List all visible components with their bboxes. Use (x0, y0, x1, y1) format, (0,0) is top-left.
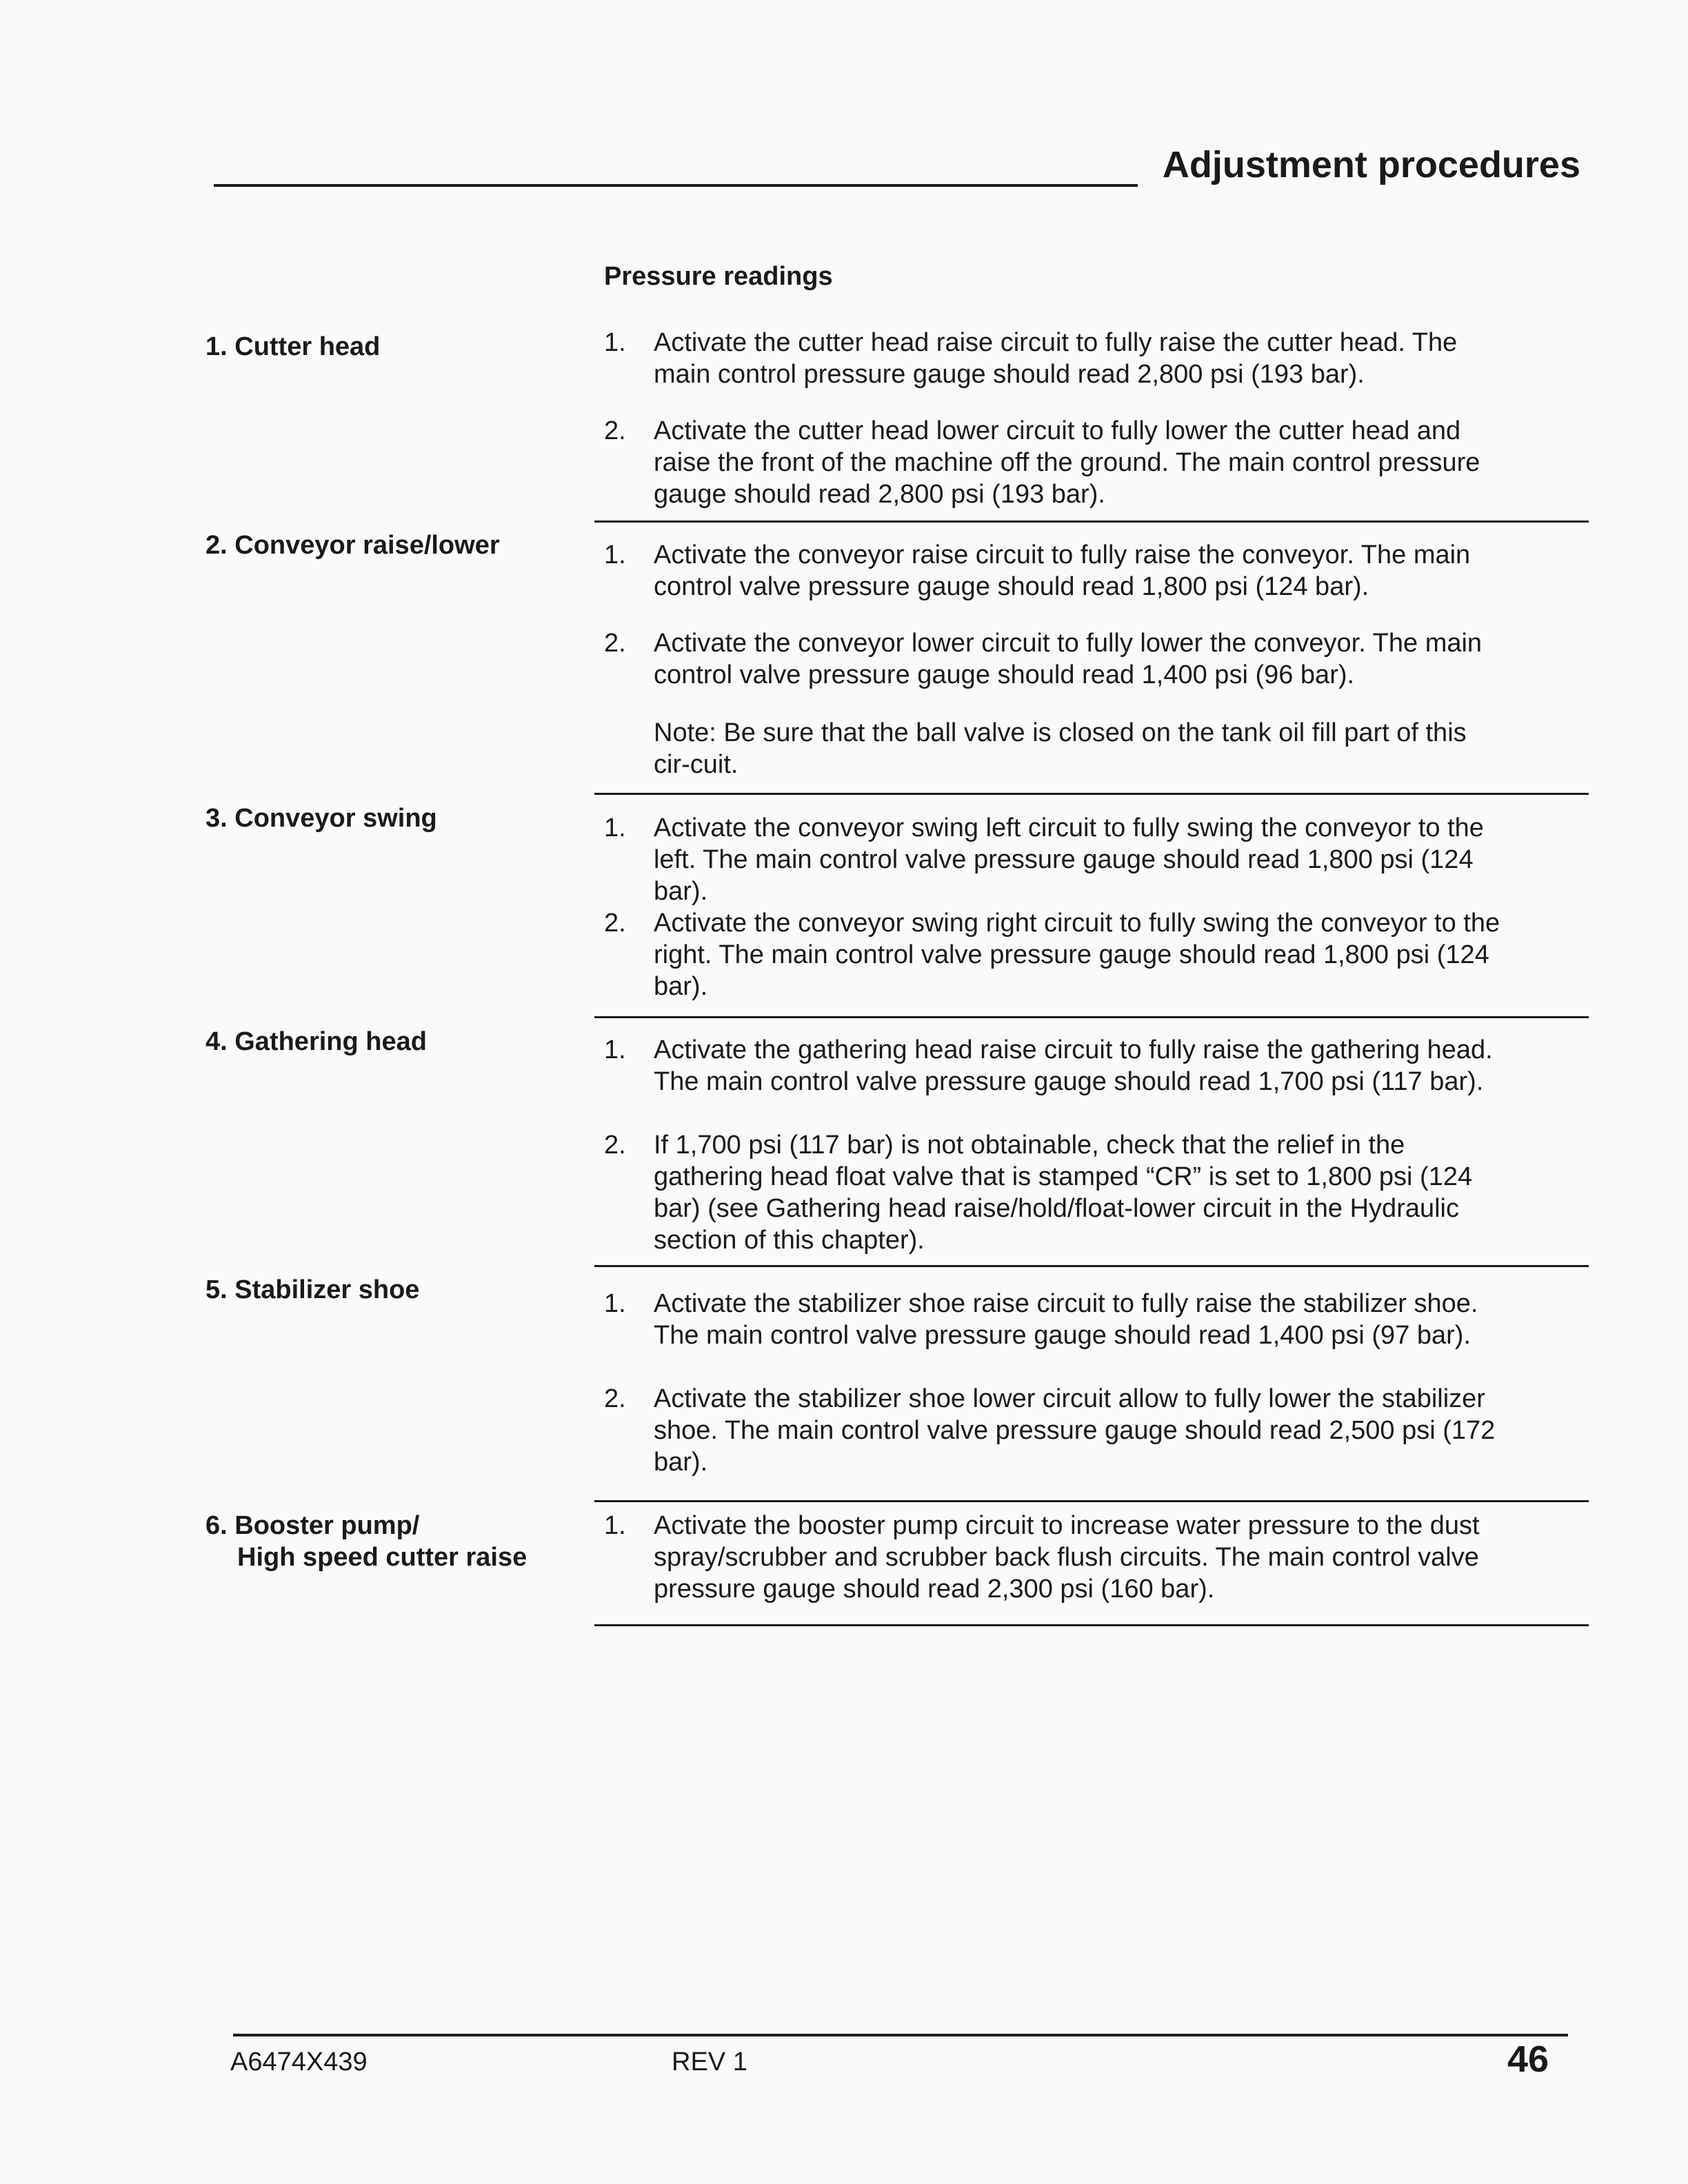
item-text: Activate the conveyor swing left circuit to fully swing the conveyor to the left. The main control valve pressure gauge should read 1,800 psi (124 bar). (654, 813, 1484, 906)
item-text: Activate the booster pump circuit to increase water pressure to the dust spray/scrubber and scrubber back flush circuits. The main control valve pressure gauge should read 2,300 psi (160 bar). (654, 1511, 1480, 1604)
footer-rule (233, 2034, 1568, 2036)
item-number: 1. (604, 540, 626, 569)
item-number: 2. (604, 416, 626, 445)
item-text: Activate the cutter head lower circuit to fully lower the cutter head and raise the front of the machine off the ground. The main control pressure gauge should read 2,800 psi (193 bar). (654, 416, 1480, 509)
item-text: Activate the conveyor swing right circuit to fully swing the conveyor to the right. The main control valve pressure gauge should read 1,800 psi (124 bar). (654, 909, 1500, 1001)
section-label-cutter-head: 1. Cutter head (205, 332, 381, 361)
item-number: 2. (604, 909, 626, 938)
note-text: Note: Be sure that the ball valve is closed on the tank oil fill part of this cir-cuit. (654, 718, 1467, 779)
section-divider (594, 1016, 1589, 1018)
item-number: 2. (604, 1384, 626, 1413)
item-text: Activate the cutter head raise circuit to fully raise the cutter head. The main control pressure gauge should read 2,800 psi (193 bar). (654, 328, 1458, 389)
item-text: Activate the gathering head raise circuit to fully raise the gathering head. The main control valve pressure gauge should read 1,700 psi (117 bar). (654, 1035, 1493, 1096)
section-label-line2: High speed cutter raise (237, 1543, 528, 1572)
footer-doc-number: A6474X439 (230, 2048, 368, 2076)
section-divider (594, 1265, 1589, 1267)
section-label-booster-pump (205, 1510, 527, 1573)
item-text: Activate the stabilizer shoe lower circuit allow to fully lower the stabilizer shoe. The main control valve pressure gauge should read 2,500 psi (172 bar). (654, 1384, 1496, 1477)
section-label-conveyor-raise-lower: 2. Conveyor raise/lower (205, 531, 500, 560)
section-divider (594, 793, 1589, 795)
section-label-gathering-head: 4. Gathering head (205, 1027, 427, 1056)
item-number: 1. (604, 328, 626, 357)
item-number: 2. (604, 1131, 626, 1160)
section-divider (594, 520, 1589, 523)
item-text: If 1,700 psi (117 bar) is not obtainable, check that the relief in the gathering head float valve that is stamped “CR” is set to 1,800 psi (124 bar) (see Gathering head raise/hold/float-lower circuit in the Hydraulic section of this chapter). (654, 1131, 1473, 1255)
item-text: Activate the conveyor raise circuit to fully raise the conveyor. The main control valve pressure gauge should read 1,800 psi (124 bar). (654, 540, 1471, 601)
section-label-conveyor-swing: 3. Conveyor swing (205, 804, 437, 833)
item-number: 1. (604, 1035, 626, 1064)
item-number: 1. (604, 1511, 626, 1540)
section-label-stabilizer-shoe: 5. Stabilizer shoe (205, 1275, 420, 1304)
item-number: 2. (604, 629, 626, 658)
item-text: Activate the conveyor lower circuit to fully lower the conveyor. The main control valve pressure gauge should read 1,400 psi (96 bar). (654, 629, 1483, 689)
item-text: Activate the stabilizer shoe raise circuit to fully raise the stabilizer shoe. The main control valve pressure gauge should read 1,400 psi (97 bar). (654, 1289, 1478, 1350)
item-number: 1. (604, 813, 626, 842)
section-heading: Pressure readings (604, 262, 833, 291)
item-number: 1. (604, 1289, 626, 1318)
header-rule (214, 184, 1138, 187)
section-divider (594, 1500, 1589, 1502)
page-number: 46 (1507, 2039, 1549, 2080)
section-label-line1: 6. Booster pump/ (205, 1511, 420, 1540)
footer-revision: REV 1 (672, 2048, 747, 2076)
page-title: Adjustment procedures (1162, 144, 1580, 185)
section-divider (594, 1624, 1589, 1626)
